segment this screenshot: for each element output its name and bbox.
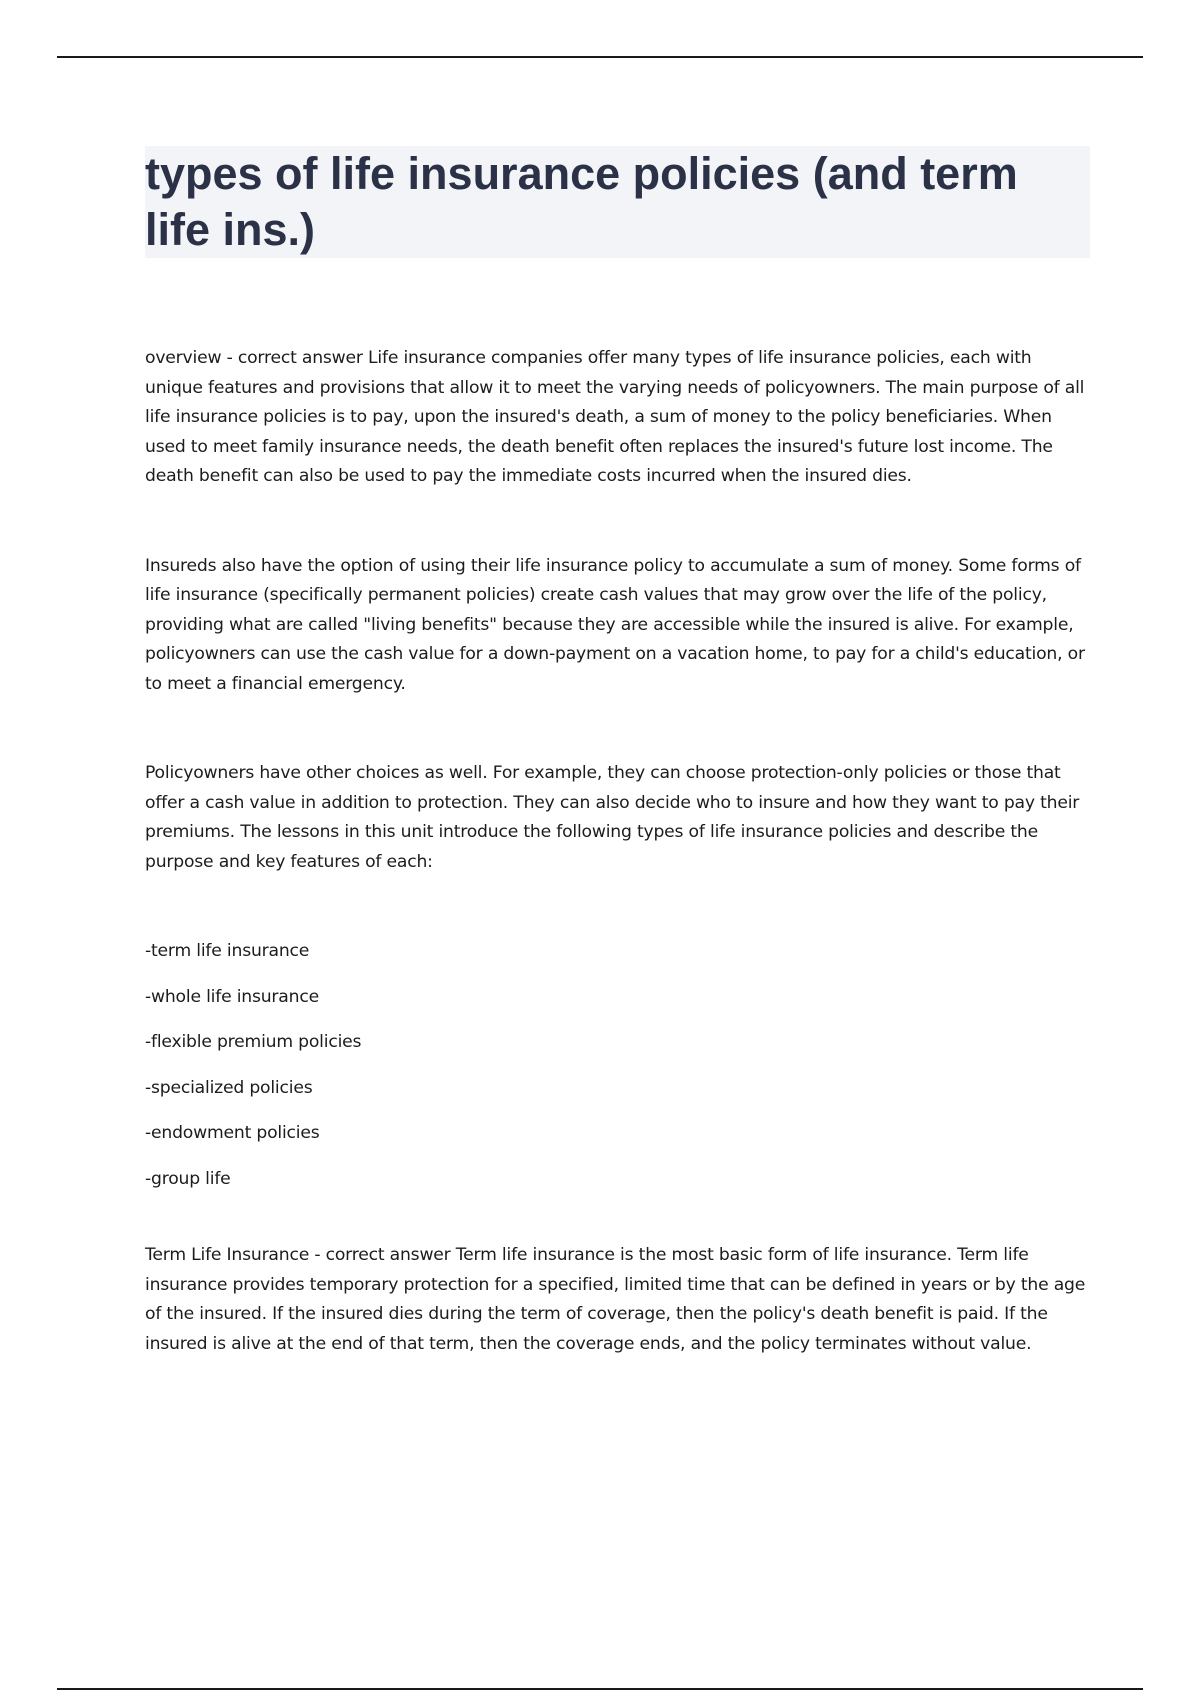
paragraph-overview: overview - correct answer Life insurance companies offer many types of life insurance policies, each with unique features and provisions that allow it to meet the varying needs of policyowners. The main purpose of all life insurance policies is to pay, upon the insured's death, a sum of money to the policy beneficiaries. When used to meet family insurance needs, the death benefit often replaces the insured's future lost income. The death benefit can also be used to pay the immediate costs incurred when the insured dies.	[145, 348, 1085, 486]
paragraph-policyowner-choices: Policyowners have other choices as well. For example, they can choose protection-only policies or those that offer a cash value in addition to protection. They can also decide who to insure and how they want to pay their premiums. The lessons in this unit introduce the following types of life insurance policies and describe the purpose and key features of each:	[145, 763, 1080, 872]
document-title: types of life insurance policies (and term life ins.)	[145, 148, 1018, 255]
bottom-rule	[57, 1688, 1143, 1690]
list-item: -group life	[145, 1168, 231, 1189]
paragraph-term-life: Term Life Insurance - correct answer Term life insurance is the most basic form of life insurance. Term life insurance provides temporary protection for a specified, limited time that can be defined in years or by the age of the insured. If the insured dies during the term of coverage, then the policy's death benefit is paid. If the insured is alive at the end of that term, then the coverage ends, and the policy terminates without value.	[145, 1245, 1086, 1354]
paragraph-living-benefits: Insureds also have the option of using their life insurance policy to accumulate a sum of money. Some forms of life insurance (specifically permanent policies) create cash values that may grow over the life of the policy, providing what are called "living benefits" because they are accessible while the insured is alive. For example, policyowners can use the cash value for a down-payment on a vacation home, to pay for a child's education, or to meet a financial emergency.	[145, 555, 1085, 694]
title-block	[145, 146, 1090, 258]
top-rule	[57, 56, 1143, 58]
policy-types-list	[145, 937, 1090, 1210]
list-item: -whole life insurance	[145, 986, 319, 1007]
list-item: -flexible premium policies	[145, 1032, 362, 1052]
document-body	[145, 146, 1090, 1359]
list-item: -term life insurance	[145, 941, 310, 961]
list-item: -specialized policies	[145, 1077, 313, 1098]
list-item: -endowment policies	[145, 1123, 320, 1143]
